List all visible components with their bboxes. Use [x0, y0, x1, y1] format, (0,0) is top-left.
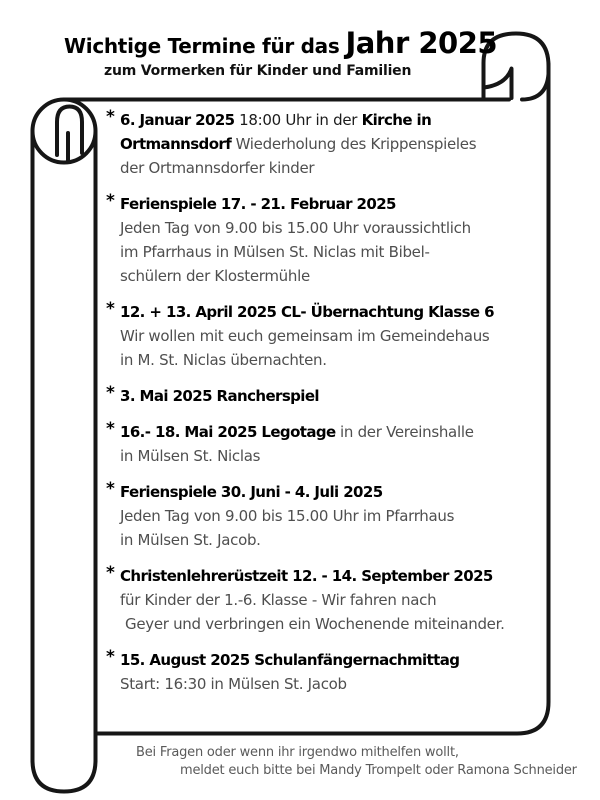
event-lines: [120, 648, 544, 696]
page-title: [64, 26, 497, 60]
event-text-segment: Ferienspiele 17. - 21. Februar 2025: [120, 195, 396, 213]
event-line: [120, 420, 544, 444]
event-line: [120, 480, 544, 504]
event-line: [120, 324, 544, 348]
event-text-segment: 15. August 2025 Schulanfängernachmittag: [120, 651, 460, 669]
footer-line-2: meldet euch bitte bei Mandy Trompelt oder Ramona Schneider: [180, 763, 577, 778]
event-bullet: *: [106, 383, 115, 403]
event-list: [106, 107, 544, 708]
event-item: [106, 383, 544, 408]
event-line: [120, 264, 544, 288]
event-text-segment: in der Vereinshalle: [335, 423, 474, 441]
event-text-segment: schülern der Klostermühle: [120, 267, 310, 285]
footer-line-1: Bei Fragen oder wenn ihr irgendwo mithelfen wollt,: [136, 745, 459, 760]
event-line: [120, 564, 544, 588]
event-lines: [120, 480, 544, 552]
event-lines: [120, 108, 544, 180]
event-text-segment: Ortmannsdorf: [120, 135, 232, 153]
event-text-segment: Geyer und verbringen ein Wochenende miteinander.: [125, 615, 505, 633]
event-line: [120, 300, 544, 324]
flyer-footer: [136, 744, 577, 780]
event-text-segment: 12. + 13. April 2025 CL- Übernachtung Klasse 6: [120, 303, 494, 321]
event-text-segment: Jeden Tag von 9.00 bis 15.00 Uhr im Pfarrhaus: [120, 507, 455, 525]
event-text-segment: 6. Januar 2025: [120, 111, 240, 129]
event-item: [106, 191, 544, 288]
event-bullet: *: [106, 647, 115, 667]
event-line: [120, 240, 544, 264]
event-text-segment: Ferienspiele 30. Juni - 4. Juli 2025: [120, 483, 383, 501]
event-line: [120, 216, 544, 240]
event-text-segment: 16.- 18. Mai 2025 Legotage: [120, 423, 336, 441]
event-text-segment: Wir wollen mit euch gemeinsam im Gemeindehaus: [120, 327, 490, 345]
event-line: [120, 612, 544, 636]
event-line: [120, 444, 544, 468]
scroll-topright-curl-hook: [522, 74, 549, 100]
event-bullet: *: [106, 107, 115, 127]
event-lines: [120, 192, 544, 288]
event-item: [106, 479, 544, 552]
event-text-segment: Kirche in: [361, 111, 432, 129]
event-text-segment: in M. St. Niclas übernachten.: [120, 351, 327, 369]
event-line: [120, 528, 544, 552]
event-text-segment: Christenlehrerüstzeit 12. - 14. September 2025: [120, 567, 493, 585]
event-text-segment: 18:00 Uhr in der: [239, 111, 362, 129]
event-text-segment: Start: 16:30 in Mülsen St. Jacob: [120, 675, 347, 693]
event-bullet: *: [106, 419, 115, 439]
event-bullet: *: [106, 191, 115, 211]
event-line: [120, 504, 544, 528]
event-text-segment: der Ortmannsdorfer kinder: [120, 159, 315, 177]
event-item: [106, 107, 544, 180]
title-prefix: Wichtige Termine für das: [64, 34, 340, 58]
event-line: [120, 672, 544, 696]
event-bullet: *: [106, 563, 115, 583]
event-lines: [120, 564, 544, 636]
flyer-header: [64, 26, 497, 79]
event-text-segment: Wiederholung des Krippenspieles: [231, 135, 477, 153]
event-item: [106, 299, 544, 372]
title-year: Jahr 2025: [345, 26, 498, 60]
event-text-segment: 3. Mai 2025 Rancherspiel: [120, 387, 319, 405]
event-text-segment: in Mülsen St. Niclas: [120, 447, 261, 465]
event-lines: [120, 420, 544, 468]
event-line: [120, 192, 544, 216]
event-text-segment: für Kinder der 1.-6. Klasse - Wir fahren nach: [120, 591, 437, 609]
scroll-left-tube-bottom: [33, 760, 96, 792]
event-lines: [120, 384, 544, 408]
event-lines: [120, 300, 544, 372]
event-item: [106, 563, 544, 636]
event-text-segment: Jeden Tag von 9.00 bis 15.00 Uhr voraussichtlich: [120, 219, 471, 237]
event-bullet: *: [106, 479, 115, 499]
event-line: [120, 384, 544, 408]
event-line: [120, 108, 544, 132]
event-item: [106, 419, 544, 468]
event-text-segment: in Mülsen St. Jacob.: [120, 531, 261, 549]
event-item: [106, 647, 544, 696]
event-text-segment: im Pfarrhaus in Mülsen St. Niclas mit Bibel-: [120, 243, 430, 261]
event-line: [120, 348, 544, 372]
page-subtitle: zum Vormerken für Kinder und Familien: [104, 63, 412, 79]
event-line: [120, 648, 544, 672]
event-line: [120, 588, 544, 612]
event-line: [120, 156, 544, 180]
event-bullet: *: [106, 299, 115, 319]
event-line: [120, 132, 544, 156]
